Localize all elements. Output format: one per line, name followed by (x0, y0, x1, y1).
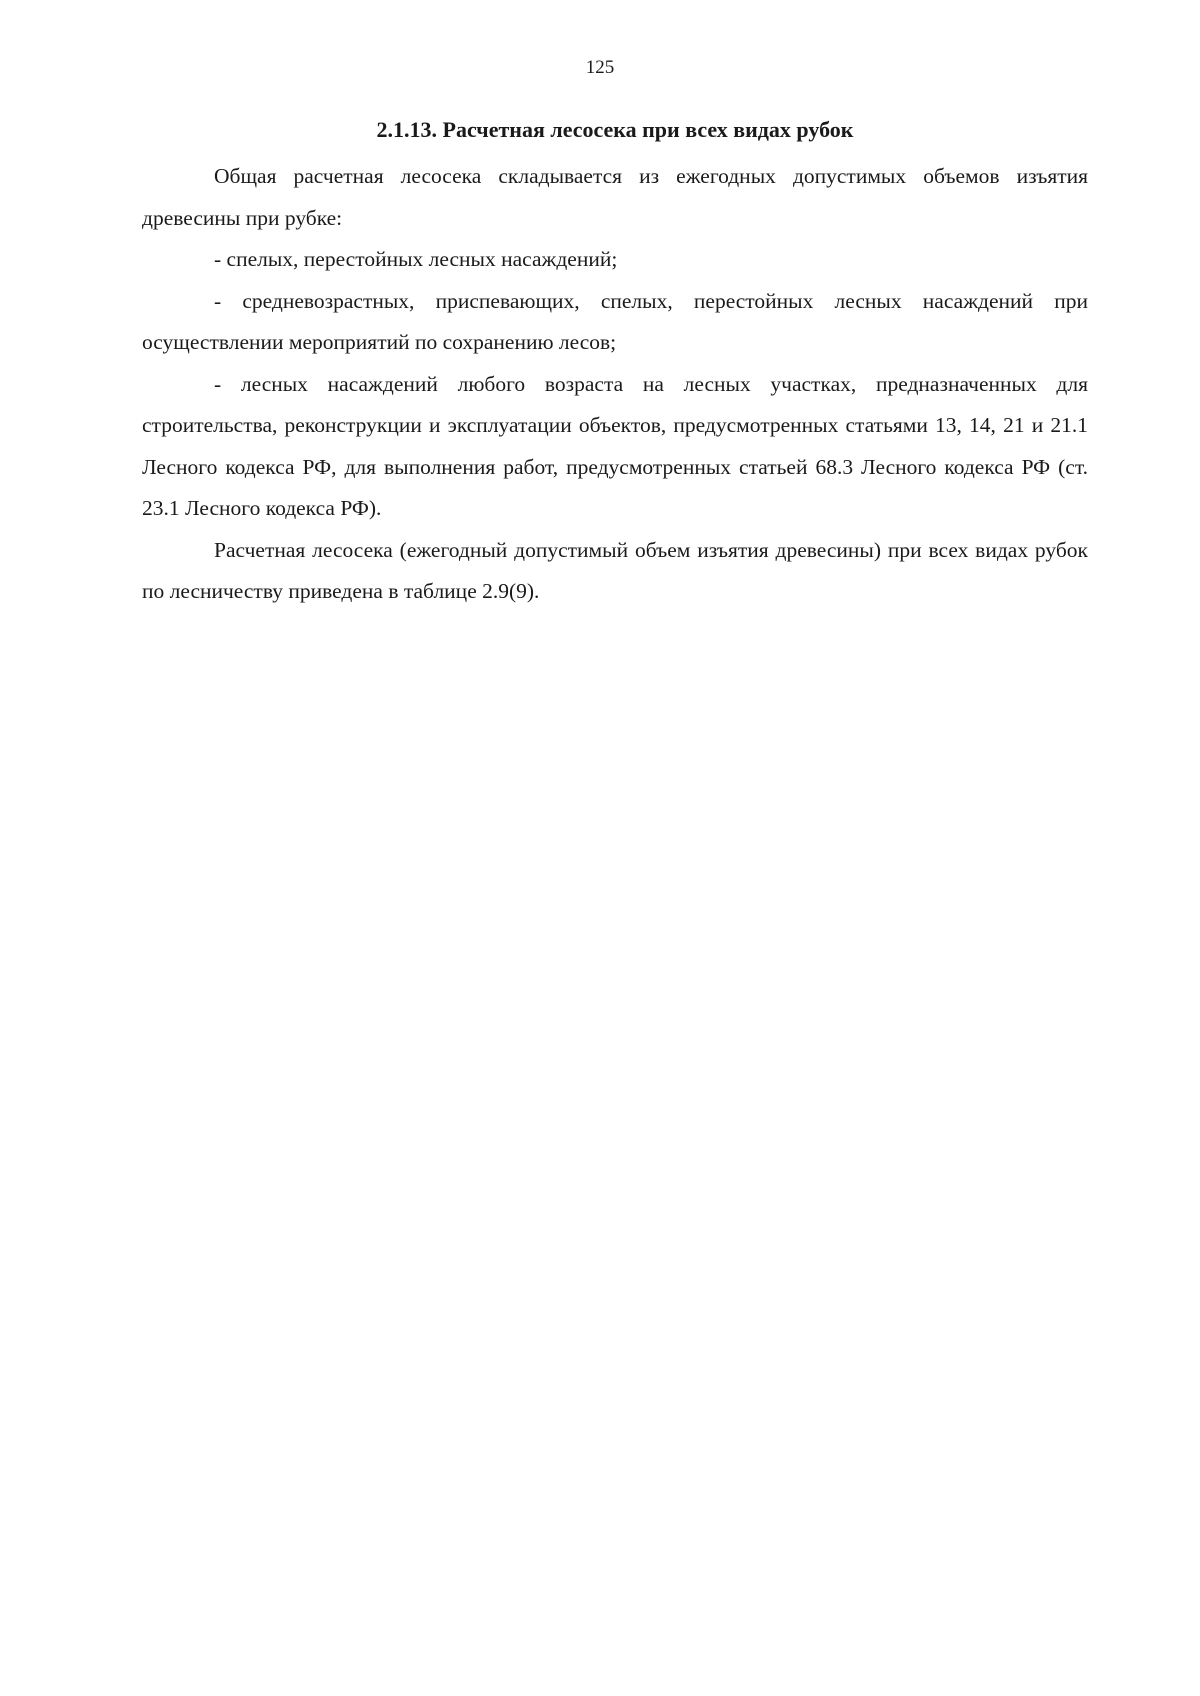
paragraph-list-item-any-age: - лесных насаждений любого возраста на лесных участках, предназначенных для строительства, реконструкции и эксплуатации объектов, предусмотренных статьями 13, 14, 21 и 21.1 Лесного кодекса РФ, для выполнения работ, предусмотренных статьей 68.3 Лесного кодекса РФ (ст. 23.1 Лесного кодекса РФ). (142, 371, 1088, 520)
paragraph-list-item-mature: - спелых, перестойных лесных насаждений; (214, 247, 618, 271)
paragraph-conclusion: Расчетная лесосека (ежегодный допустимый объем изъятия древесины) при всех видах рубок по лесничеству приведена в таблице 2.9(9). (142, 537, 1088, 603)
paragraph-intro: Общая расчетная лесосека складывается из ежегодных допустимых объемов изъятия древесины при рубке: (142, 164, 1088, 230)
section-heading: 2.1.13. Расчетная лесосека при всех видах рубок (376, 117, 854, 142)
page-number: 125 (585, 57, 615, 78)
paragraph-list-item-middle-aged: - средневозрастных, приспевающих, спелых, перестойных лесных насаждений при осуществлении мероприятий по сохранению лесов; (142, 288, 1088, 354)
body-text (142, 156, 1088, 613)
